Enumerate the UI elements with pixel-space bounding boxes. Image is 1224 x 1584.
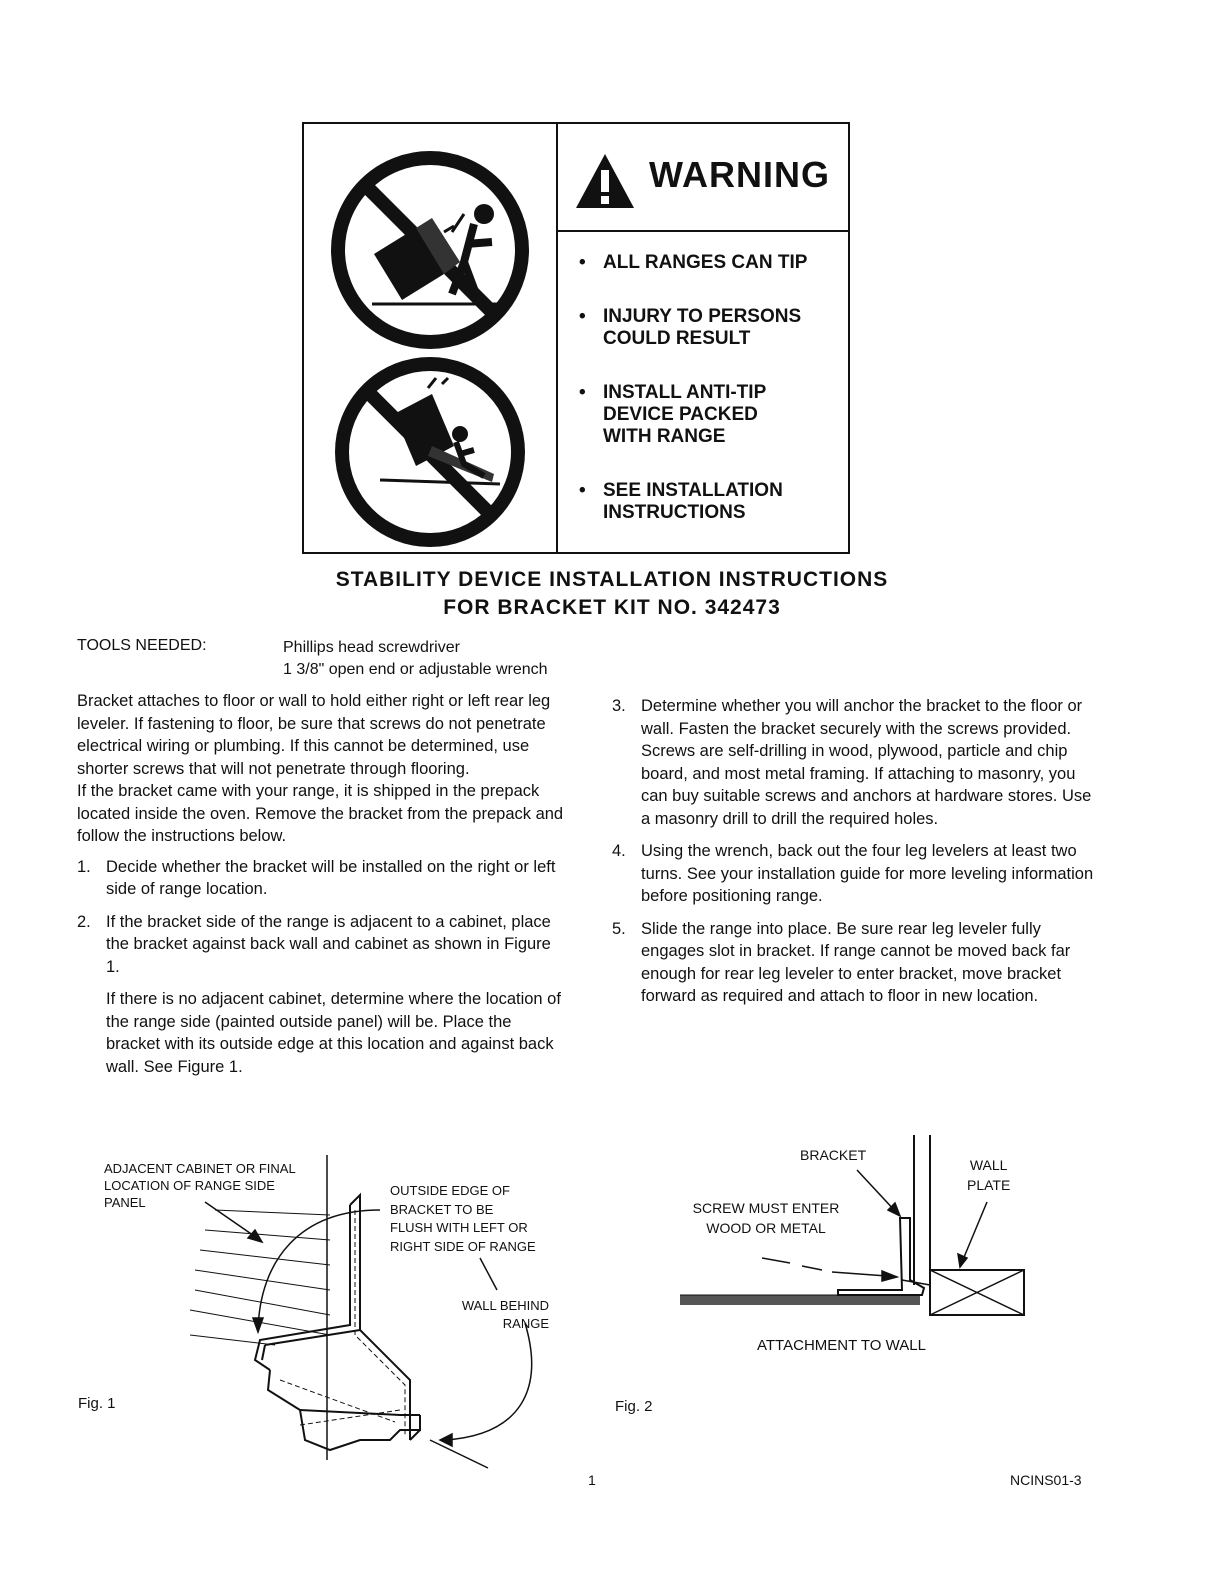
label-bracket: BRACKET bbox=[800, 1147, 867, 1163]
figure-1 bbox=[0, 1140, 612, 1480]
intro-paragraph: Bracket attaches to floor or wall to hold either right or left rear leg leveler. If fastening to floor, be sure that screws do not penetrate electrical wiring or plumbing. If this cannot be determined, use shorter screws that will not penetrate through flooring. bbox=[77, 692, 551, 778]
step-item-continued: If there is no adjacent cabinet, determine where the location of the range side (painted outside panel) will be. Place the bracket with its outside edge at this location and against back wall. See Figure 1. bbox=[106, 990, 561, 1076]
prohibited-tipping-range-icon bbox=[324, 144, 536, 356]
tools-label: TOOLS NEEDED: bbox=[77, 637, 207, 654]
warning-item: • INJURY TO PERSONS COULD RESULT bbox=[579, 306, 802, 349]
warning-item: • SEE INSTALLATION INSTRUCTIONS bbox=[579, 480, 783, 523]
warning-box bbox=[302, 122, 850, 554]
intro-paragraph: If the bracket came with your range, it is shipped in the prepack located inside the oven. Remove the bracket from the prepack and follow the instructions below. bbox=[77, 782, 564, 845]
warning-divider-vertical bbox=[556, 124, 558, 552]
warning-title: WARNING bbox=[649, 154, 830, 195]
left-column bbox=[77, 690, 567, 1078]
callout-cabinet: ADJACENT CABINET OR FINAL LOCATION OF RANGE SIDE PANEL bbox=[104, 1161, 296, 1210]
page-subtitle: FOR BRACKET KIT NO. 342473 bbox=[443, 596, 781, 619]
figure-1-label: Fig. 1 bbox=[78, 1395, 116, 1412]
figure-2-caption: ATTACHMENT TO WALL bbox=[757, 1337, 926, 1354]
page-number: 1 bbox=[588, 1472, 596, 1488]
callout-wall-behind: WALL BEHIND RANGE bbox=[461, 1298, 549, 1331]
figure-2 bbox=[612, 1130, 1112, 1430]
page-title: STABILITY DEVICE INSTALLATION INSTRUCTIONS bbox=[335, 568, 889, 591]
figure-2-drawing bbox=[612, 1130, 1112, 1370]
figure-2-label: Fig. 2 bbox=[615, 1398, 653, 1415]
warning-triangle-icon bbox=[574, 152, 636, 210]
tools-list bbox=[283, 637, 548, 681]
step-item: 2. If the bracket side of the range is adjacent to a cabinet, place the bracket against back wall and cabinet as shown in Figure 1. bbox=[77, 912, 551, 976]
document-code: NCINS01-3 bbox=[1010, 1472, 1082, 1488]
tool-item: Phillips head screwdriver bbox=[283, 639, 460, 656]
warning-list bbox=[579, 252, 849, 556]
step-item: 1. Decide whether the bracket will be installed on the right or left side of range location. bbox=[77, 857, 556, 898]
callout-outside-edge: OUTSIDE EDGE OF BRACKET TO BE FLUSH WITH LEFT OR RIGHT SIDE OF RANGE bbox=[390, 1183, 536, 1254]
warning-divider-horizontal bbox=[556, 230, 848, 232]
label-wall-plate: WALL PLATE bbox=[967, 1157, 1011, 1193]
label-screw: SCREW MUST ENTER WOOD OR METAL bbox=[692, 1200, 840, 1236]
right-column bbox=[612, 695, 1097, 1018]
prohibited-child-on-door-icon bbox=[324, 354, 536, 554]
warning-item: • ALL RANGES CAN TIP bbox=[579, 252, 808, 273]
warning-item: • INSTALL ANTI-TIP DEVICE PACKED WITH RANGE bbox=[579, 382, 766, 447]
step-item: 5. Slide the range into place. Be sure rear leg leveler fully engages slot in bracket. If range cannot be moved back far enough for rear leg leveler to enter bracket, move bracket forward as required and attach to floor in new location. bbox=[612, 919, 1071, 1005]
step-item: 3. Determine whether you will anchor the bracket to the floor or wall. Fasten the bracket securely with the screws provided. Screws are self-drilling in wood, plywood, particle and chip board, and most metal framing. If attaching to masonry, you can buy suitable screws and anchors at hardware stores. Use a masonry drill to drill the required holes. bbox=[612, 697, 1092, 828]
step-item: 4. Using the wrench, back out the four leg levelers at least two turns. See your installation guide for more leveling information before positioning range. bbox=[612, 842, 1094, 905]
tool-item: 1 3/8" open end or adjustable wrench bbox=[283, 661, 548, 678]
